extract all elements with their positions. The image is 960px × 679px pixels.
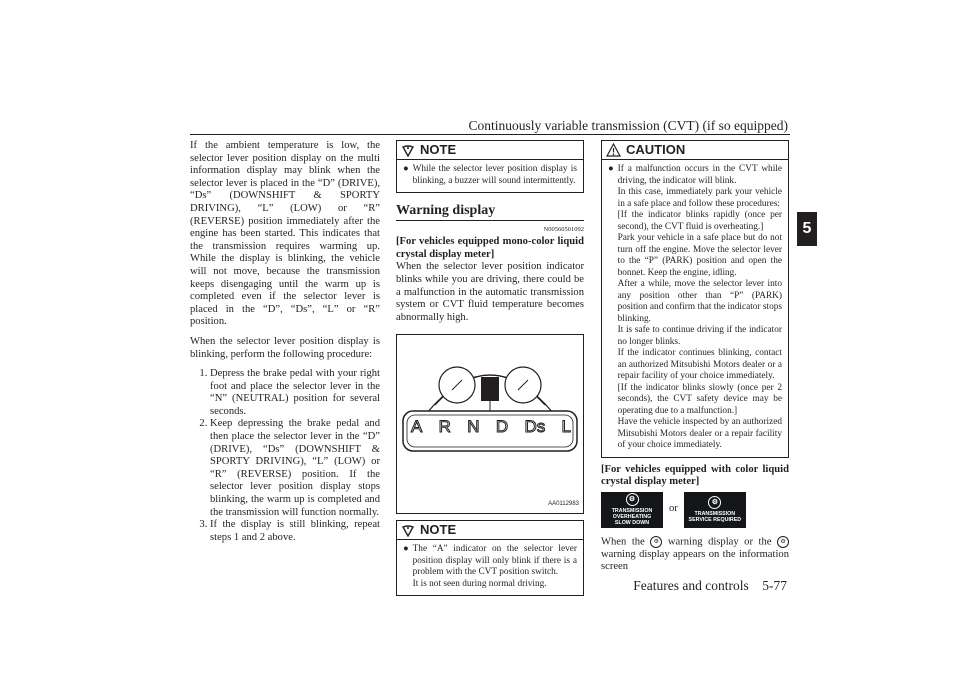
selector-letter: N [467,417,480,437]
page-header-title: Continuously variable transmission (CVT) (if so equipped) [468,118,788,133]
caution-line: [If the indicator blinks rapidly (once per second), the CVT fluid is overheating.] [617,210,782,232]
meter-illustration [396,334,584,514]
selector-letter: D [495,417,509,437]
chapter-tab: 5 [797,212,817,246]
transmission-warning-icon: ⚙ [777,536,789,548]
selector-letters [411,417,571,437]
transmission-service-display: ⚙ TRANSMISSION SERVICE REQUIRED [684,492,746,528]
subheading-color-display: [For vehicles equipped with color liquid crystal display meter] [601,463,789,488]
section-title-warning-display: Warning display [396,199,584,221]
procedure-step: 3. If the display is still blinking, repeat steps 1 and 2 above. [210,519,380,544]
note-box [396,520,584,596]
subheading-mono-color: [For vehicles equipped mono-color liquid crystal display meter] [396,236,584,260]
or-text: or [669,503,678,515]
transmission-overheating-display: ⚙ TRANSMISSION OVERHEATING SLOW DOWN [601,492,663,528]
paragraph-ambient-temperature: If the ambient temperature is low, the selector lever position display on the multi information display may blink when the selector lever is placed in the “D” (DRIVE), “Ds” (DOWNSHIFT & SPORTY DRIVING), “L” (LOW) or “R” (REVERSE) position immediately after the engine has been started. This indicates that the transmission requires warming up. While the display is blinking, the vehicle will not move, because the transmission keeps disengaging until the warm up is completed even if the selector lever is placed in the “D”, “Ds”, “L” or “R” position. [190,140,380,328]
note-label: NOTE [420,141,457,157]
transmission-warning-icon: ⚙ [650,536,662,548]
caution-line: It is safe to continue driving if the indicator no longer blinks. [617,325,782,347]
column-3 [601,140,789,581]
procedure-step: 2. Keep depressing the brake pedal and then place the selector lever in the “D” (DRIVE), “Ds” (DOWNSHIFT & SPORTY DRIVING), “L” (LOW) or “R” (REVERSE) position. If the selector lever position display stops blinking, the warm up is completed and the transmission will function normally. [210,418,380,519]
paragraph-procedure-intro: When the selector lever position display is blinking, perform the following procedure: [190,335,380,360]
paragraph-warning-display: When the ⚙ warning display or the ⚙ warning display appears on the information screen [601,536,789,573]
caution-line: Park your vehicle in a safe place but do not turn off the engine. Move the selector lever to the “P” (PARK) position and open the bonnet. Keep the engine, idling. [617,233,782,278]
column-1 [190,140,380,544]
warning-triangle-icon [606,143,621,157]
caution-header [602,141,788,160]
page-number: 5-77 [762,578,787,593]
caution-line: In this case, immediately park your vehicle in a safe place and follow these procedures: [617,187,782,209]
note-icon [401,523,415,537]
transmission-warning-icon: ⚙ [626,493,639,506]
caution-line: If a malfunction occurs in the CVT while driving, the indicator will blink. [617,164,782,186]
note-text: The “A” indicator on the selector lever position display will only blink if there is a problem with the CVT position switch. [412,544,577,578]
caution-line: [If the indicator blinks slowly (once per 2 seconds), the CVT safety device may be operating due to a malfunction.] [617,382,782,416]
section-code: N00560501092 [543,225,584,233]
caution-line: After a while, move the selector lever into any position other than “P” (PARK) position and confirm that the indicator stops blinking. [617,279,782,324]
note-label: NOTE [420,522,457,538]
figure-code: AA0112983 [548,500,579,507]
column-2 [396,140,584,602]
selector-letter: Ds [524,417,546,437]
caution-label: CAUTION [626,141,686,157]
note-header [397,521,583,540]
note-icon [401,143,415,157]
note-text: It is not seen during normal driving. [412,578,547,589]
page-footer [633,578,787,594]
bullet-icon: ● [608,164,614,174]
header-rule [190,134,790,135]
caution-line: Have the vehicle inspected by an authorized Mitsubishi Motors dealer or a repair facility of your choice immediately. [617,417,782,450]
procedure-steps [190,368,380,544]
transmission-warning-icon: ⚙ [708,496,721,509]
caution-box [601,140,789,458]
bullet-icon: ● [403,164,409,174]
paragraph-indicator-blinks: When the selector lever position indicator blinks while you are driving, there could be a malfunction in the automatic transmission system or CVT fluid temperature becomes abnormally high. [396,261,584,323]
warning-displays [601,492,789,528]
note-header [397,141,583,160]
bullet-icon: ● [403,544,409,555]
note-text: While the selector lever position display is blinking, a buzzer will sound intermittently. [412,164,577,186]
selector-letter: R [438,417,451,437]
selector-letter: L [561,417,571,437]
procedure-step: 1. Depress the brake pedal with your right foot and place the selector lever in the “N” (NEUTRAL) position for several seconds. [210,368,380,418]
selector-letter: A [411,417,423,437]
footer-section: Features and controls [633,578,749,593]
note-box [396,140,584,193]
caution-line: If the indicator continues blinking, contact an authorized Mitsubishi Motors dealer or a repair facility of your choice immediately. [617,348,782,381]
